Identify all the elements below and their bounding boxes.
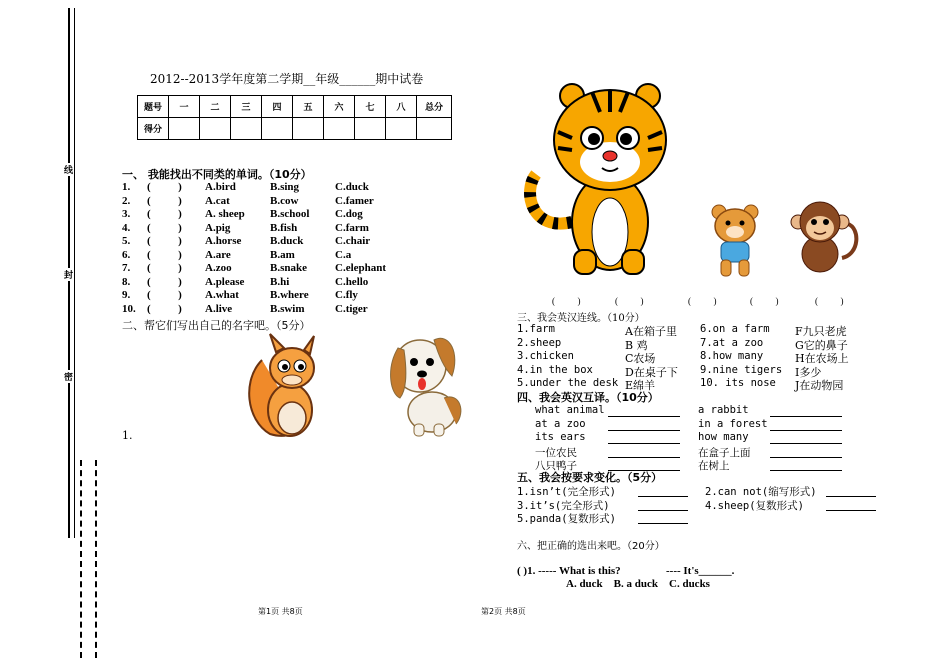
question-number: 4. xyxy=(122,221,131,234)
answer-paren[interactable]: ( ) xyxy=(147,235,182,247)
section6-title: 六、把正确的选出来吧。（20分） xyxy=(517,541,665,552)
option-b: B.fish xyxy=(270,221,298,234)
option-a: A.horse xyxy=(205,235,242,247)
question-number: 7. xyxy=(122,262,131,274)
binding-char-mi: 密 xyxy=(64,370,73,383)
match-left-chinese[interactable]: B 鸡 xyxy=(625,338,648,352)
animal-answer-paren[interactable]: ( ) xyxy=(552,296,581,306)
score-header-cell: 总分 xyxy=(417,96,452,118)
question-number: 10. xyxy=(122,302,136,315)
section5-title: 五、我会按要求变化。（5分） xyxy=(517,471,663,484)
option-c: C.tiger xyxy=(335,302,368,315)
translate-left-blank[interactable] xyxy=(608,457,680,458)
score-header-cell: 七 xyxy=(355,96,386,118)
transform-question: 1.isn’t(完全形式) xyxy=(517,486,616,498)
question-number: 6. xyxy=(122,248,131,261)
translate-right-blank[interactable] xyxy=(770,457,842,458)
transform-question: 2.can not(缩写形式) xyxy=(705,486,817,498)
question-number: 1. xyxy=(122,181,131,193)
question-number: 3. xyxy=(122,208,131,220)
transform-blank[interactable] xyxy=(826,510,876,511)
translate-right-blank[interactable] xyxy=(770,470,842,471)
translate-left-blank[interactable] xyxy=(608,416,680,417)
page-footer-right: 第2页 共8页 xyxy=(481,607,526,616)
question-number: 9. xyxy=(122,289,131,301)
transform-question: 3.it’s(完全形式) xyxy=(517,499,610,512)
section4-title: 四、我会英汉互译。（10分） xyxy=(517,391,659,404)
option-a: A.please xyxy=(205,275,245,288)
match-right-chinese[interactable]: J在动物园 xyxy=(795,379,844,392)
score-row-label: 得分 xyxy=(138,118,169,140)
section3-title: 三、我会英汉连线。（10分） xyxy=(517,313,645,324)
transform-blank[interactable] xyxy=(638,523,688,524)
answer-paren[interactable]: ( ) xyxy=(147,289,182,301)
score-header-cell: 四 xyxy=(262,96,293,118)
score-cell[interactable] xyxy=(417,118,452,140)
translate-left-prompt: at a zoo xyxy=(535,417,586,430)
option-b: B.hi xyxy=(270,275,290,288)
animal-answer-paren[interactable]: ( ) xyxy=(750,296,779,306)
match-left-chinese[interactable]: C农场 xyxy=(625,352,656,365)
answer-paren[interactable]: ( ) xyxy=(147,194,182,207)
question-number: 8. xyxy=(122,275,131,288)
answer-paren[interactable]: ( ) xyxy=(147,275,182,288)
option-b: B.sing xyxy=(270,181,300,193)
option-b: B.school xyxy=(270,208,310,220)
answer-paren[interactable]: ( ) xyxy=(147,208,182,220)
match-right-chinese[interactable]: I多少 xyxy=(795,365,822,379)
option-b: B.am xyxy=(270,248,295,261)
match-left-chinese[interactable]: D在桌子下 xyxy=(625,365,678,379)
match-right-chinese[interactable]: G它的鼻子 xyxy=(795,338,848,352)
monkey-illustration xyxy=(790,198,860,278)
score-header-cell: 六 xyxy=(324,96,355,118)
exam-title: 2012--2013学年度第二学期__年级______期中试卷 xyxy=(150,72,424,86)
option-c: C.hello xyxy=(335,275,369,288)
transform-question: 5.panda(复数形式) xyxy=(517,513,616,525)
match-right-english[interactable]: 7.at a zoo xyxy=(700,336,764,349)
option-c: C.elephant xyxy=(335,262,387,274)
question-number: 5. xyxy=(122,235,131,247)
section6-q1-question: ( )1. ----- What is this? xyxy=(517,565,621,577)
score-header-cell: 五 xyxy=(293,96,324,118)
translate-right-blank[interactable] xyxy=(770,416,842,417)
answer-paren[interactable]: ( ) xyxy=(147,262,182,274)
score-header-cell: 二 xyxy=(200,96,231,118)
score-header-cell: 三 xyxy=(231,96,262,118)
match-left-chinese[interactable]: A在箱子里 xyxy=(625,325,677,338)
match-left-english[interactable]: 4.in the box xyxy=(517,363,593,376)
score-cell[interactable] xyxy=(262,118,293,140)
answer-paren[interactable]: ( ) xyxy=(147,302,182,315)
answer-paren[interactable]: ( ) xyxy=(147,221,182,234)
squirrel-illustration xyxy=(240,330,320,440)
score-cell[interactable] xyxy=(293,118,324,140)
score-cell[interactable] xyxy=(386,118,417,140)
translate-right-prompt: a rabbit xyxy=(698,404,749,416)
translate-left-prompt: 八只鸭子 xyxy=(535,460,577,472)
translate-right-prompt: how many xyxy=(698,431,749,443)
option-c: C.duck xyxy=(335,181,369,193)
bear-illustration xyxy=(707,200,765,280)
score-table xyxy=(137,95,452,140)
match-right-english[interactable]: 6.on a farm xyxy=(700,323,770,335)
option-a: A.bird xyxy=(205,181,236,193)
translate-right-prompt: 在树上 xyxy=(698,460,730,472)
translate-right-prompt: 在盒子上面 xyxy=(698,446,751,459)
translate-right-blank[interactable] xyxy=(770,443,842,444)
match-left-english[interactable]: 2.sheep xyxy=(517,336,562,349)
tiger-illustration xyxy=(522,82,682,278)
score-table-header-row xyxy=(138,96,452,118)
match-left-english[interactable]: 3.chicken xyxy=(517,350,574,362)
match-right-english[interactable]: 9.nine tigers xyxy=(700,363,783,376)
binding-char-xian: 线 xyxy=(64,163,73,176)
binding-char-feng: 封 xyxy=(64,268,73,281)
answer-paren[interactable]: ( ) xyxy=(147,181,182,193)
binding-dashed-line-2 xyxy=(95,460,97,658)
binding-dashed-line xyxy=(80,460,82,658)
section2-title: 二、帮它们写出自己的名字吧。（5分） xyxy=(122,319,311,332)
score-table-score-row xyxy=(138,118,452,140)
section6-q1-options[interactable]: A. duck B. a duck C. ducks xyxy=(566,578,710,590)
section6-q1-answer: ---- It's______. xyxy=(666,565,735,577)
section2-answer-number: 1. xyxy=(122,429,133,442)
option-c: C.famer xyxy=(335,194,374,207)
option-a: A.what xyxy=(205,289,239,301)
option-c: C.fly xyxy=(335,289,358,301)
transform-blank[interactable] xyxy=(638,510,688,511)
transform-blank[interactable] xyxy=(638,496,688,497)
translate-right-blank[interactable] xyxy=(770,430,842,431)
score-cell[interactable] xyxy=(324,118,355,140)
question-number: 2. xyxy=(122,194,131,207)
option-b: B.snake xyxy=(270,262,307,274)
match-right-chinese[interactable]: H在农场上 xyxy=(795,352,849,365)
match-right-english[interactable]: 10. its nose xyxy=(700,377,776,389)
translate-left-prompt: 一位农民 xyxy=(535,446,577,459)
animal-answer-paren[interactable]: ( ) xyxy=(615,296,644,306)
option-a: A.cat xyxy=(205,194,230,207)
score-header-cell: 八 xyxy=(386,96,417,118)
animal-answer-paren[interactable]: ( ) xyxy=(688,296,717,306)
page-footer-left: 第1页 共8页 xyxy=(258,607,303,616)
option-c: C.farm xyxy=(335,221,369,234)
score-cell[interactable] xyxy=(200,118,231,140)
match-right-english[interactable]: 8.how many xyxy=(700,350,764,362)
option-a: A. sheep xyxy=(205,208,245,220)
match-right-chinese[interactable]: F九只老虎 xyxy=(795,325,847,338)
option-a: A.are xyxy=(205,248,231,261)
option-c: C.dog xyxy=(335,208,363,220)
translate-left-prompt: its ears xyxy=(535,431,586,443)
section1-title: 一、 我能找出不同类的单词。（10分） xyxy=(122,168,312,181)
translate-left-blank[interactable] xyxy=(608,443,680,444)
option-b: B.where xyxy=(270,289,309,301)
option-b: B.cow xyxy=(270,194,299,207)
translate-right-prompt: in a forest xyxy=(698,417,768,430)
score-header-cell: 一 xyxy=(169,96,200,118)
puppy-illustration xyxy=(386,328,466,440)
translate-left-prompt: what animal xyxy=(535,404,605,416)
option-a: A.pig xyxy=(205,221,231,234)
score-cell[interactable] xyxy=(231,118,262,140)
transform-blank[interactable] xyxy=(826,496,876,497)
option-b: B.swim xyxy=(270,302,305,315)
score-cell[interactable] xyxy=(355,118,386,140)
option-c: C.a xyxy=(335,248,352,261)
score-cell[interactable] xyxy=(169,118,200,140)
answer-paren[interactable]: ( ) xyxy=(147,248,182,261)
animal-answer-paren[interactable]: ( ) xyxy=(815,296,844,306)
option-b: B.duck xyxy=(270,235,304,247)
option-c: C.chair xyxy=(335,235,371,247)
match-left-chinese[interactable]: E绵羊 xyxy=(625,379,656,392)
option-a: A.zoo xyxy=(205,262,232,274)
translate-left-blank[interactable] xyxy=(608,430,680,431)
transform-question: 4.sheep(复数形式) xyxy=(705,499,804,512)
match-left-english[interactable]: 5.under the desk xyxy=(517,377,619,389)
match-left-english[interactable]: 1.farm xyxy=(517,323,555,335)
score-header-cell: 题号 xyxy=(138,96,169,118)
option-a: A.live xyxy=(205,302,233,315)
